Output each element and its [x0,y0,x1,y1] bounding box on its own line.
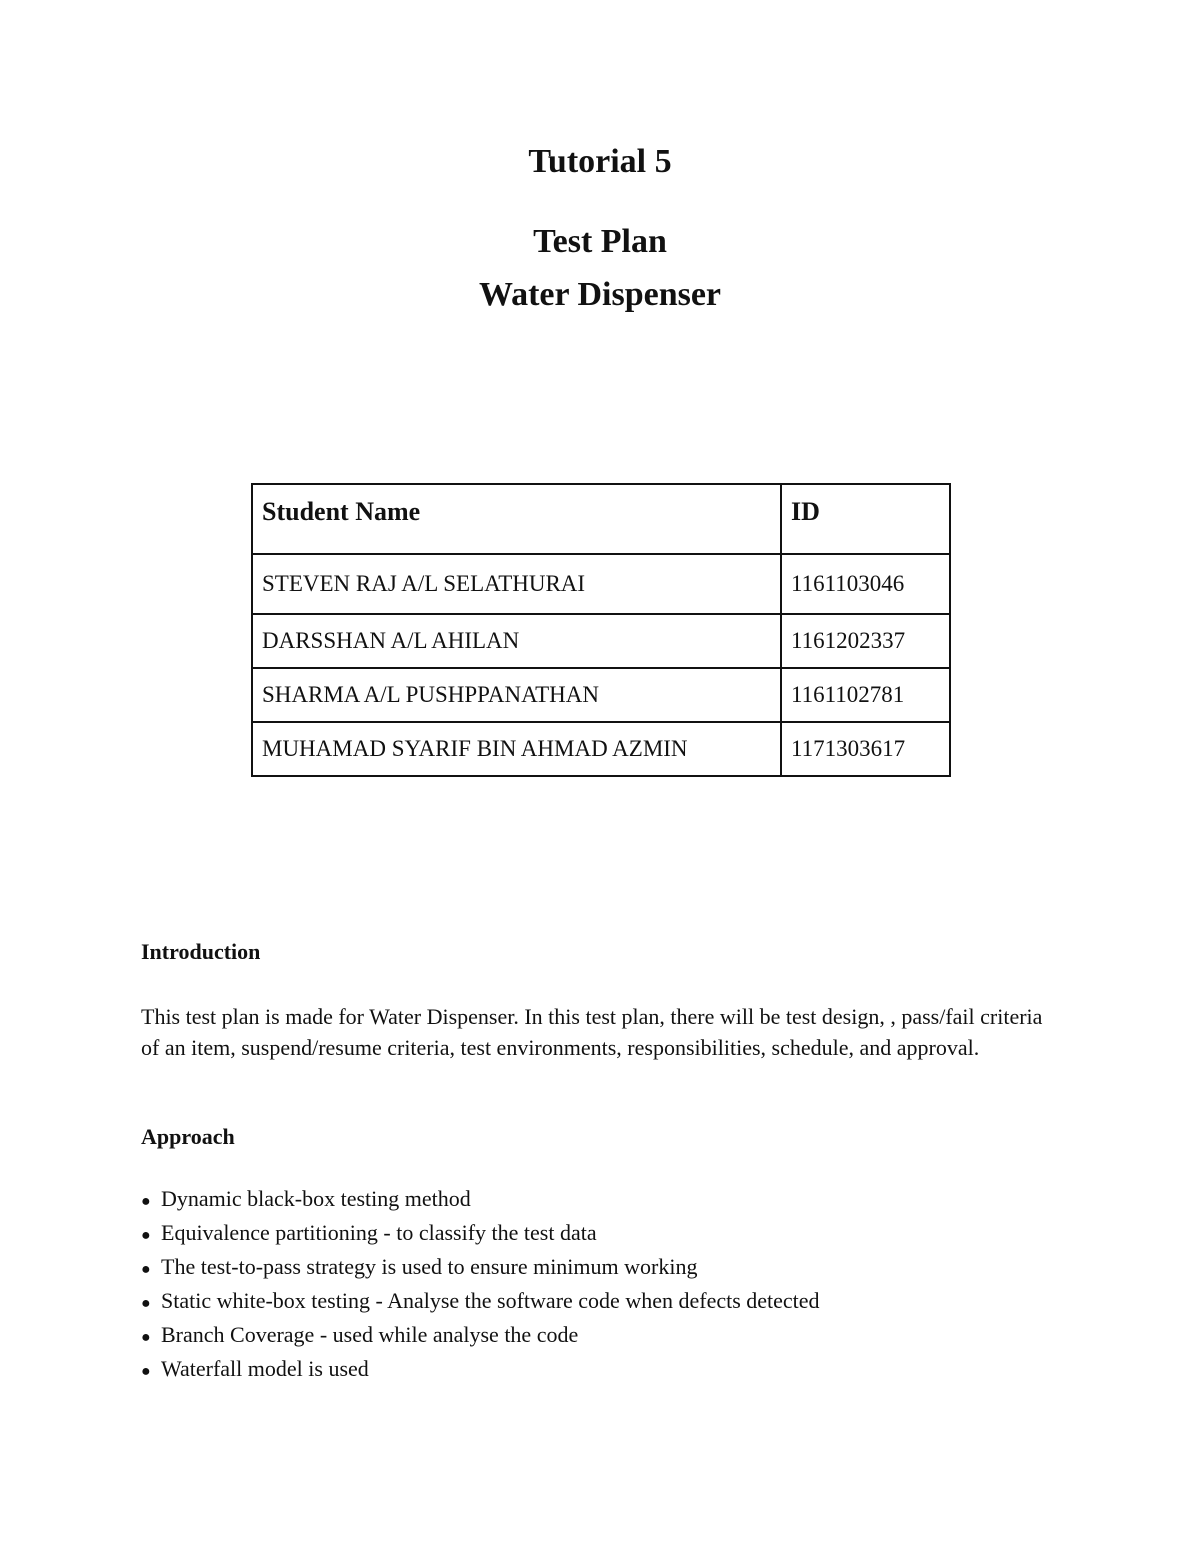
bullet-icon: ● [141,1227,151,1244]
list-item [141,1217,820,1251]
table-row [252,722,950,776]
list-item-text: The test-to-pass strategy is used to ensure minimum working [161,1254,698,1279]
table-row [252,614,950,668]
list-item [141,1183,820,1217]
student-id-cell: 1171303617 [781,722,950,776]
list-item [141,1285,820,1319]
bullet-icon: ● [141,1193,151,1210]
bullet-icon: ● [141,1363,151,1380]
approach-heading: Approach [141,1124,235,1149]
list-item-text: Waterfall model is used [161,1356,369,1381]
student-id-cell: 1161102781 [781,668,950,722]
project-name: Water Dispenser [478,276,722,313]
table-row [252,554,950,614]
list-item-text: Dynamic black-box testing method [161,1186,471,1211]
list-item-text: Static white-box testing - Analyse the software code when defects detected [161,1288,820,1313]
student-id-cell: 1161202337 [781,614,950,668]
list-item-text: Branch Coverage - used while analyse the code [161,1322,579,1347]
column-header-student-name: Student Name [252,484,781,554]
bullet-icon: ● [141,1261,151,1278]
introduction-paragraph: This test plan is made for Water Dispenser. In this test plan, there will be test design, , pass/fail criteria of an item, suspend/resume criteria, test environments, responsibilities, schedule, and approval. [141,1004,1043,1060]
list-item-text: Equivalence partitioning - to classify the test data [161,1220,597,1245]
bullet-icon: ● [141,1295,151,1312]
document-subtitle: Test Plan [533,223,667,260]
list-item [141,1353,820,1387]
bullet-icon: ● [141,1329,151,1346]
student-table [251,483,951,777]
student-name-cell: SHARMA A/L PUSHPPANATHAN [252,668,781,722]
list-item [141,1319,820,1353]
student-name-cell: DARSSHAN A/L AHILAN [252,614,781,668]
document-title: Tutorial 5 [528,143,672,180]
table-row [252,668,950,722]
column-header-id: ID [781,484,950,554]
student-name-cell: MUHAMAD SYARIF BIN AHMAD AZMIN [252,722,781,776]
approach-list [141,1183,820,1387]
list-item [141,1251,820,1285]
student-id-cell: 1161103046 [781,554,950,614]
introduction-heading: Introduction [141,939,261,964]
table-header-row [252,484,950,554]
student-name-cell: STEVEN RAJ A/L SELATHURAI [252,554,781,614]
